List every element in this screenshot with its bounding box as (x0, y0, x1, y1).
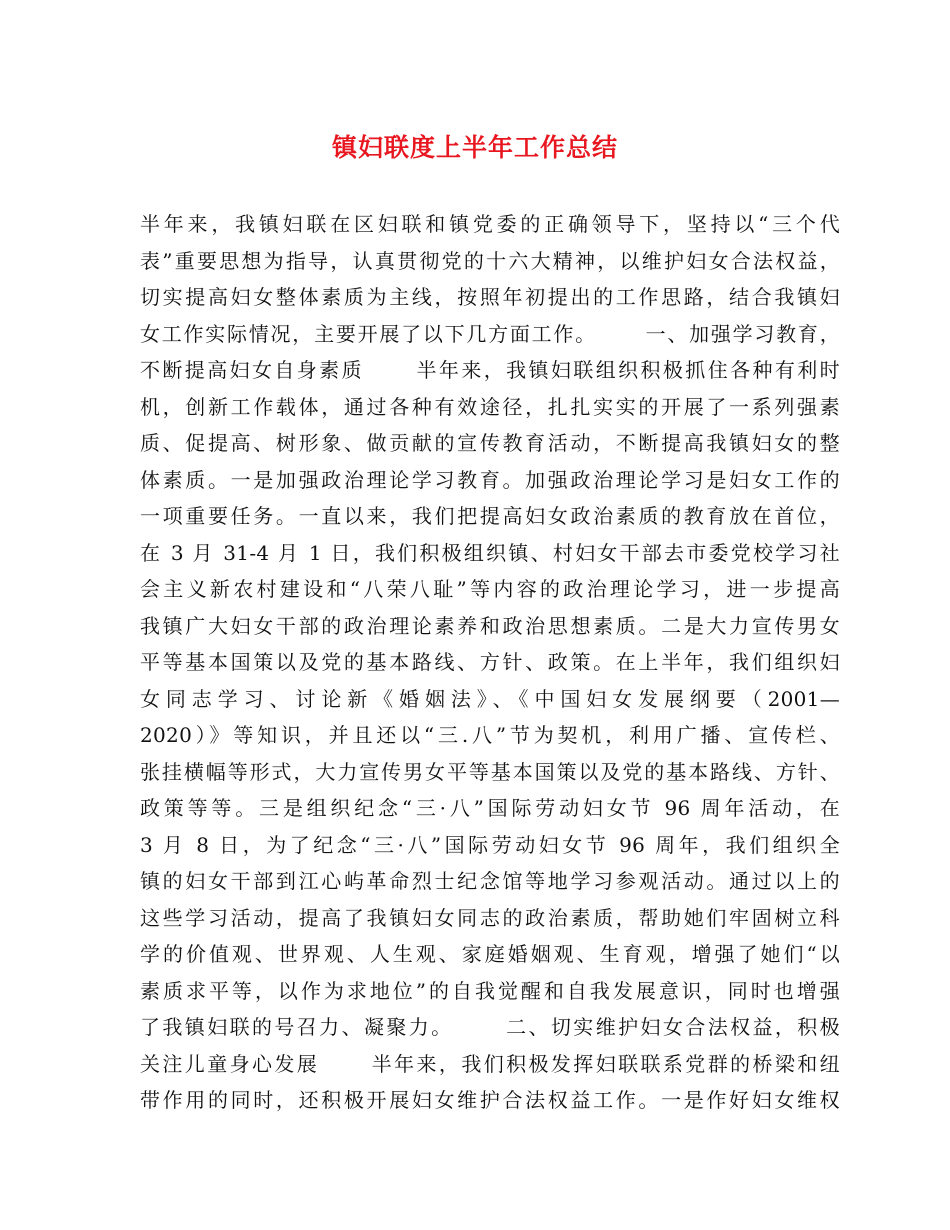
body-line: 镇的妇女干部到江心屿革命烈士纪念馆等地学习参观活动。通过以上的 (140, 869, 840, 893)
document-title: 镇妇联度上半年工作总结 (331, 133, 618, 162)
body-line: 关注儿童身心发展 半年来，我们积极发挥妇联联系党群的桥梁和纽 (140, 1051, 840, 1076)
body-line: 3 月 8 日，为了纪念“三·八”国际劳动妇女节 96 周年，我们组织全 (140, 832, 840, 857)
body-line: 机，创新工作载体，通过各种有效途径，扎扎实实的开展了一系列强素 (140, 394, 840, 419)
body-line: 带作用的同时，还积极开展妇女维护合法权益工作。一是作好妇女维权 (140, 1088, 840, 1112)
body-line: 张挂横幅等形式，大力宣传男女平等基本国策以及党的基本路线、方针、 (140, 759, 840, 784)
body-line: 一项重要任务。一直以来，我们把提高妇女政治素质的教育放在首位， (140, 504, 840, 528)
body-line: 会主义新农村建设和“八荣八耻”等内容的政治理论学习，进一步提高 (140, 577, 840, 601)
body-line: 女同志学习、讨论新《婚姻法》、《中国妇女发展纲要（2001— (140, 686, 840, 711)
body-line: 我镇广大妇女干部的政治理论素养和政治思想素质。二是大力宣传男女 (140, 613, 840, 638)
document-body (140, 206, 840, 1119)
body-line: 半年来，我镇妇联在区妇联和镇党委的正确领导下，坚持以“三个代 (140, 212, 840, 236)
body-line: 体素质。一是加强政治理论学习教育。加强政治理论学习是妇女工作的 (140, 467, 840, 492)
body-line: 表”重要思想为指导，认真贯彻党的十六大精神，以维护妇女合法权益， (140, 248, 840, 273)
body-line: 不断提高妇女自身素质 半年来，我镇妇联组织积极抓住各种有利时 (140, 358, 840, 382)
body-line: 这些学习活动，提高了我镇妇女同志的政治素质，帮助她们牢固树立科 (140, 905, 840, 930)
body-line: 政策等等。三是组织纪念“三·八”国际劳动妇女节 96 周年活动，在 (140, 796, 840, 820)
body-line: 平等基本国策以及党的基本路线、方针、政策。在上半年，我们组织妇 (140, 650, 840, 674)
body-line: 2020）》等知识，并且还以“三.八”节为契机，利用广播、宣传栏、 (140, 723, 840, 747)
body-line: 学的价值观、世界观、人生观、家庭婚姻观、生育观，增强了她们“以 (140, 942, 840, 966)
body-line: 在 3 月 31-4 月 1 日，我们积极组织镇、村妇女干部去市委党校学习社 (140, 540, 840, 565)
body-line: 女工作实际情况，主要开展了以下几方面工作。 一、加强学习教育， (140, 321, 840, 346)
body-line: 切实提高妇女整体素质为主线，按照年初提出的工作思路，结合我镇妇 (140, 285, 840, 309)
body-line: 了我镇妇联的号召力、凝聚力。 二、切实维护妇女合法权益，积极 (140, 1015, 840, 1039)
body-line: 质、促提高、树形象、做贡献的宣传教育活动，不断提高我镇妇女的整 (140, 431, 840, 455)
body-line: 素质求平等，以作为求地位”的自我觉醒和自我发展意识，同时也增强 (140, 978, 840, 1003)
